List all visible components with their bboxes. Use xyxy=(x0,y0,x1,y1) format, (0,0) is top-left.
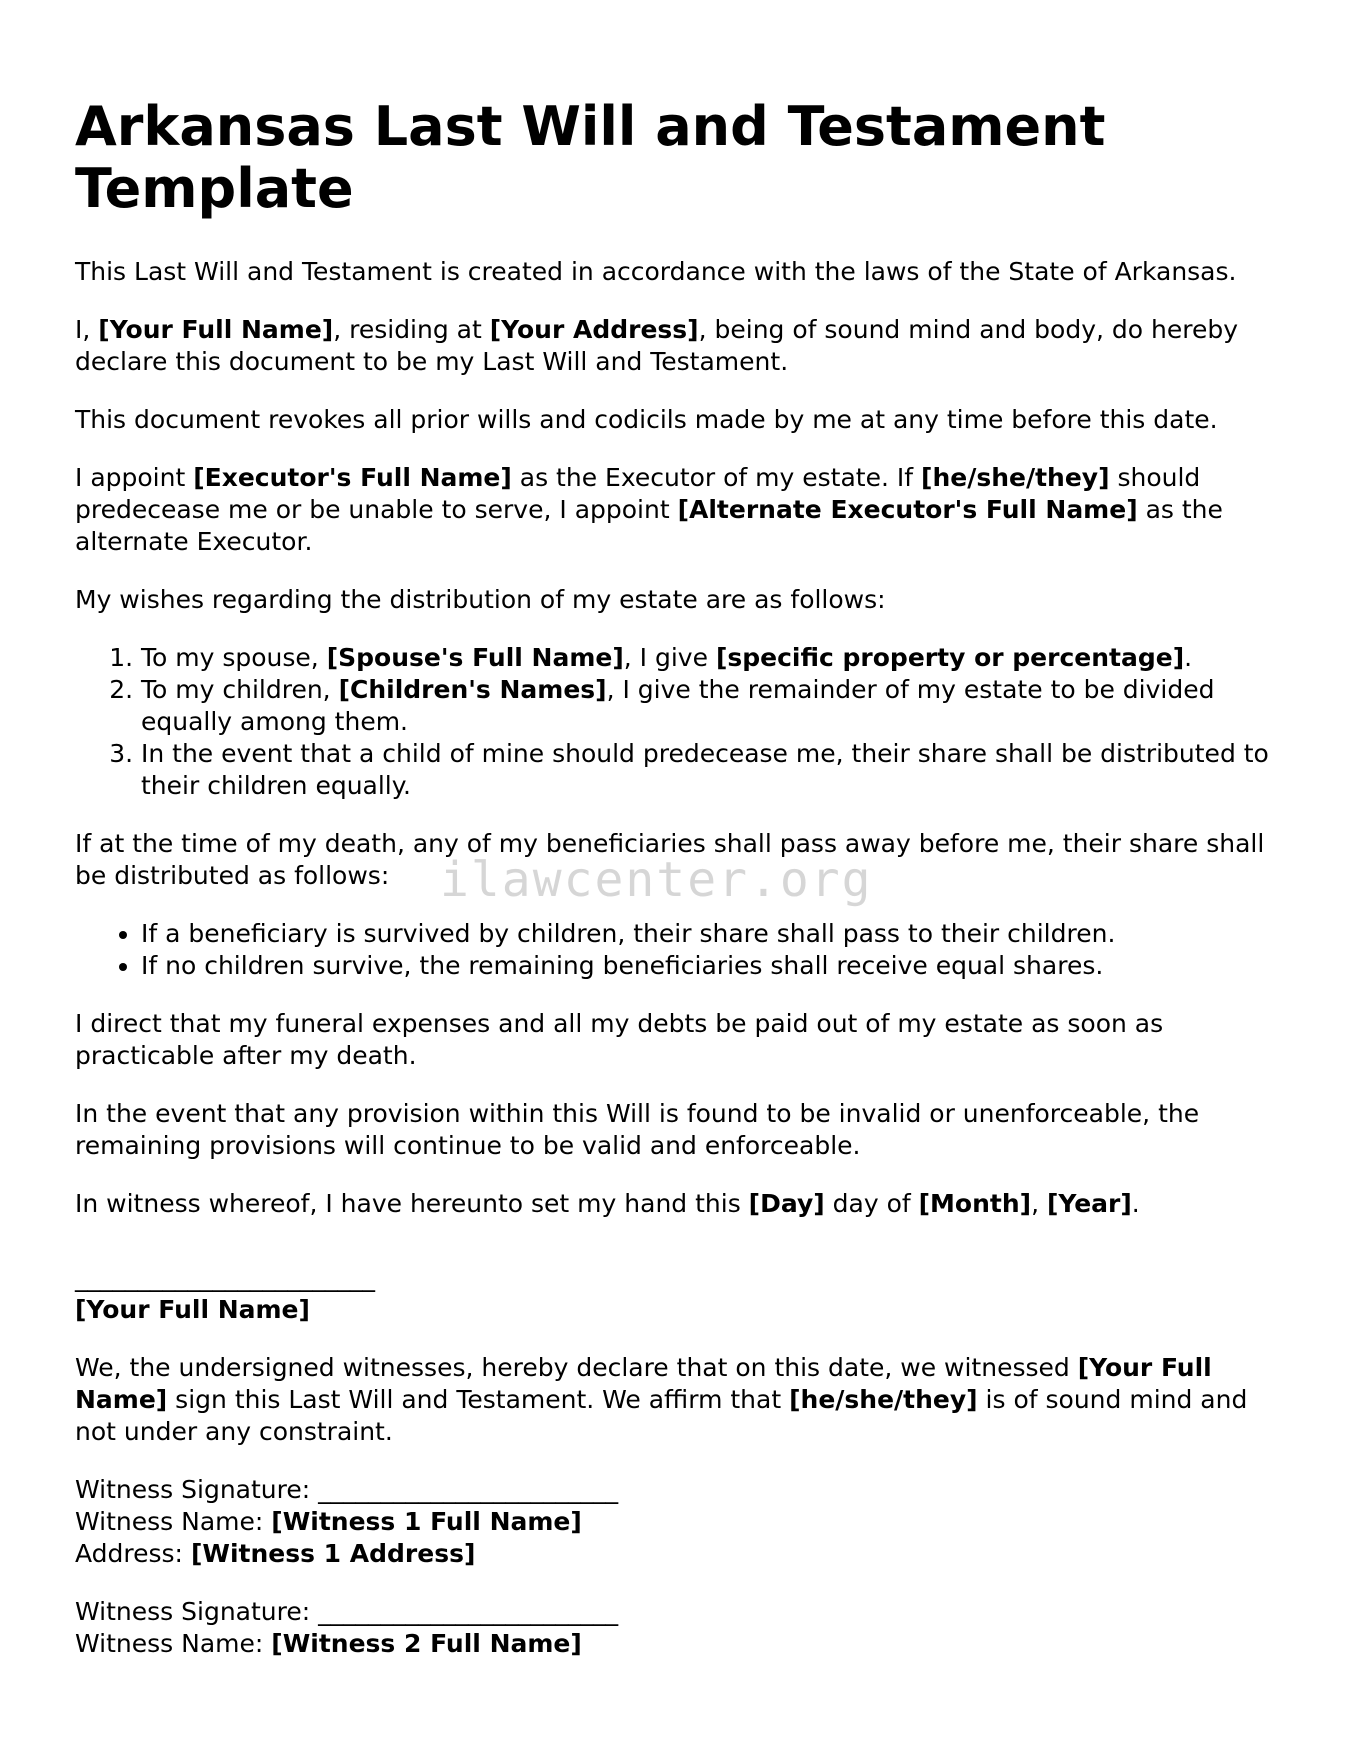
list-item xyxy=(141,642,1295,674)
testator-signature-block xyxy=(75,1262,1295,1326)
testator-name-placeholder: [Your Full Name] xyxy=(98,315,334,344)
debts-paragraph: I direct that my funeral expenses and all my debts be paid out of my estate as soon as practicable after my death. xyxy=(75,1009,1164,1070)
distribution-text: , I give xyxy=(623,643,716,672)
executor-text-4: as the alternate Executor. xyxy=(75,495,1223,556)
witness-clause-paragraph xyxy=(75,1188,1295,1220)
attestation-text: is of sound mind and not under any constraint. xyxy=(75,1385,1248,1446)
witness-clause-text: , xyxy=(1031,1189,1047,1218)
distribution-list xyxy=(75,642,1295,802)
attestation-pronoun-placeholder: [he/she/they] xyxy=(789,1385,978,1414)
witness-1-block xyxy=(75,1474,1295,1570)
witness-1-name-label: Witness Name: xyxy=(75,1507,272,1536)
alternate-executor-placeholder: [Alternate Executor's Full Name] xyxy=(677,495,1138,524)
testator-signature-line: ________________________ xyxy=(75,1263,375,1292)
document-page xyxy=(75,96,1295,1686)
distribution-text: . xyxy=(1184,643,1193,672)
executor-text-2: as the Executor of my estate. If xyxy=(511,463,922,492)
witness-2-block xyxy=(75,1596,1295,1660)
executor-text-3: should predecease me or be unable to serve, I appoint xyxy=(75,463,1201,524)
declaration-text-1: I, xyxy=(75,315,99,344)
distribution-text: , I give the remainder of my estate to be divided equally among them. xyxy=(141,675,1215,736)
attestation-paragraph xyxy=(75,1352,1295,1448)
severability-paragraph: In the event that any provision within this Will is found to be invalid or unenforceable, the remaining provisions will continue to be valid and enforceable. xyxy=(75,1099,1200,1160)
distribution-text: To my spouse, xyxy=(141,643,327,672)
distribution-text: To my children, xyxy=(141,675,339,704)
executor-text-1: I appoint xyxy=(75,463,194,492)
beneficiaries-list xyxy=(75,918,1295,982)
testator-signature-name: [Your Full Name] xyxy=(75,1295,310,1324)
list-item: • If a beneficiary is survived by children, their share shall pass to their children. xyxy=(141,918,1295,950)
witness-1-address-label: Address: xyxy=(75,1539,191,1568)
witness-2-name-label: Witness Name: xyxy=(75,1629,272,1658)
witness-1-address-placeholder: [Witness 1 Address] xyxy=(190,1539,476,1568)
executor-pronoun-placeholder: [he/she/they] xyxy=(921,463,1110,492)
declaration-text-2: , residing at xyxy=(333,315,490,344)
spouse-name-placeholder: [Spouse's Full Name] xyxy=(326,643,624,672)
intro-paragraph: This Last Will and Testament is created in accordance with the laws of the State of Arkansas. xyxy=(75,257,1237,286)
testator-address-placeholder: [Your Address] xyxy=(489,315,699,344)
beneficiaries-intro: If at the time of my death, any of my beneficiaries shall pass away before me, their share shall be distributed as follows: xyxy=(75,829,1265,890)
list-item xyxy=(141,674,1295,738)
witness-1-name-placeholder: [Witness 1 Full Name] xyxy=(271,1507,582,1536)
attestation-name-placeholder: [Your Full Name] xyxy=(75,1353,1212,1414)
witness-1-signature-label: Witness Signature: xyxy=(75,1475,319,1504)
month-placeholder: [Month] xyxy=(918,1189,1032,1218)
witness-clause-text: In witness whereof, I have hereunto set my hand this xyxy=(75,1189,749,1218)
attestation-text: We, the undersigned witnesses, hereby declare that on this date, we witnessed xyxy=(75,1353,1078,1382)
list-item: • If no children survive, the remaining beneficiaries shall receive equal shares. xyxy=(141,950,1295,982)
witness-2-signature-label: Witness Signature: xyxy=(75,1597,319,1626)
children-names-placeholder: [Children's Names] xyxy=(338,675,607,704)
page-title: Arkansas Last Will and Testament Template xyxy=(75,95,1106,220)
year-placeholder: [Year] xyxy=(1046,1189,1132,1218)
executor-name-placeholder: [Executor's Full Name] xyxy=(193,463,512,492)
property-placeholder: [specific property or percentage] xyxy=(715,643,1185,672)
declaration-text-3: , being of sound mind and body, do hereby declare this document to be my Last Will and Testament. xyxy=(75,315,1239,376)
executor-paragraph xyxy=(75,462,1295,558)
declaration-paragraph xyxy=(75,314,1295,378)
watermark: ilawcenter.org xyxy=(440,852,873,908)
attestation-text: sign this Last Will and Testament. We affirm that xyxy=(167,1385,790,1414)
distribution-intro: My wishes regarding the distribution of my estate are as follows: xyxy=(75,585,886,614)
witness-clause-text: . xyxy=(1131,1189,1140,1218)
witness-2-signature-line: ________________________ xyxy=(318,1597,619,1626)
day-placeholder: [Day] xyxy=(748,1189,825,1218)
list-item: 3. In the event that a child of mine should predecease me, their share shall be distributed to their children equally. xyxy=(141,738,1295,802)
revocation-paragraph: This document revokes all prior wills and codicils made by me at any time before this date. xyxy=(75,405,1218,434)
witness-1-signature-line: ________________________ xyxy=(318,1475,619,1504)
witness-clause-text: day of xyxy=(824,1189,919,1218)
witness-2-name-placeholder: [Witness 2 Full Name] xyxy=(271,1629,582,1658)
signature-spacer xyxy=(75,1246,1295,1262)
